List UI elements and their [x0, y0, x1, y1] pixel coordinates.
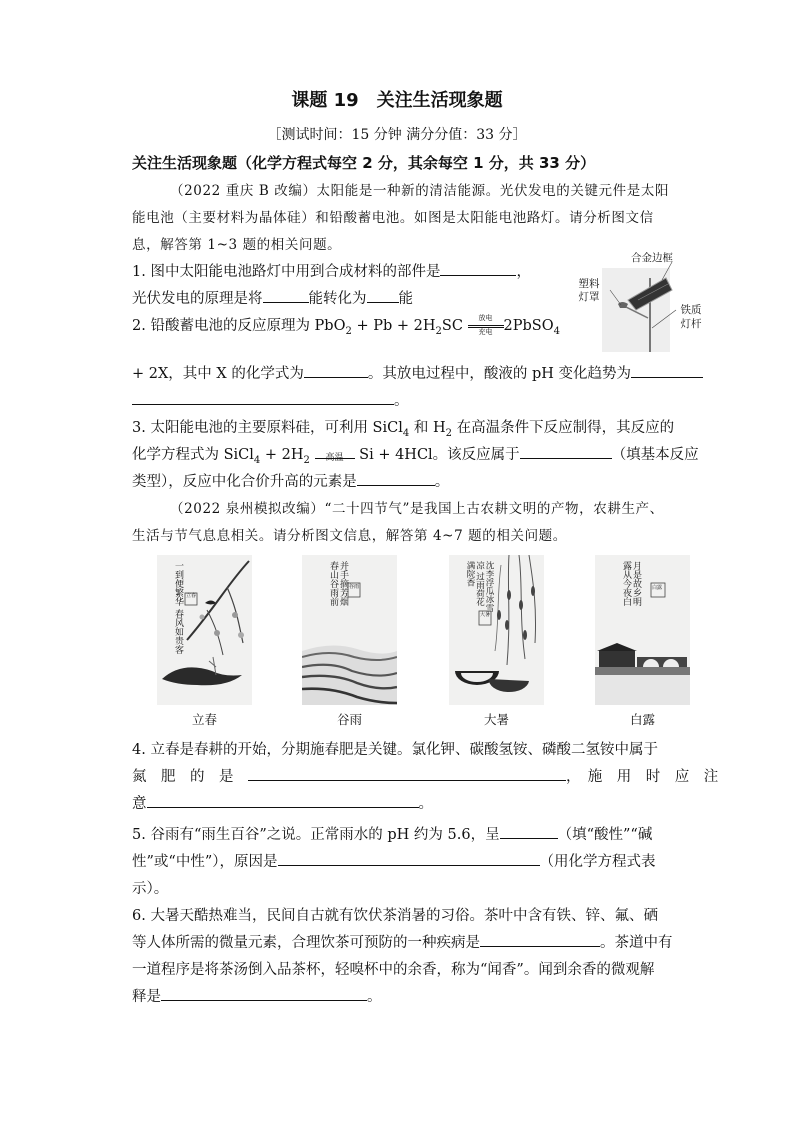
q3-b: 和 H — [409, 420, 446, 436]
question-4-line-3 — [132, 791, 732, 818]
q1-line2-b: 能转化为 — [308, 291, 367, 307]
q5-blank-2[interactable] — [278, 851, 540, 866]
q2-blank-2-cont[interactable] — [132, 390, 394, 405]
q1-blank-3[interactable] — [367, 288, 399, 303]
q6-line4-a: 释是 — [132, 989, 161, 1005]
q5-line2-a: 性”或“中性”），原因是 — [132, 854, 278, 870]
question-2-line-2 — [132, 361, 732, 388]
shade-label-2: 灯罩 — [578, 291, 600, 303]
question-4-line-1: 4. 立春是春耕的开始，分期施春肥是关键。氯化钾、碳酸氢铵、磷酸二氢铵中属于 — [132, 742, 658, 758]
q2-a: 2. 铅酸蓄电池的反应原理为 PbO — [132, 318, 346, 334]
painting-dashu — [449, 555, 544, 705]
question-6-line-2 — [132, 930, 732, 957]
q4-blank-2[interactable] — [147, 793, 419, 808]
intro2-line2: 生活与节气息息相关。请分析图文信息，解答第 4~7 题的相关问题。 — [132, 528, 567, 544]
q3-line2-d: （填基本反应 — [611, 447, 699, 463]
question-4-line-2 — [132, 764, 732, 791]
solar-street-lamp-figure — [578, 248, 712, 352]
lichun-poem: 一到便繁华 春风如贵客 — [173, 561, 183, 654]
question-3-line-3 — [132, 469, 732, 496]
caption-bailu: 白露 — [629, 712, 655, 727]
q3-blank-2[interactable] — [357, 471, 435, 486]
q2-b: + Pb + 2H — [351, 318, 436, 334]
caption-lichun: 立春 — [191, 712, 217, 727]
intro-paragraph-1 — [132, 178, 732, 205]
q3-a-sub: 4 — [402, 427, 410, 439]
arrow-top-label: 放电 — [478, 314, 493, 322]
reversible-arrow — [468, 314, 504, 336]
q3-line2-sub: 4 — [253, 454, 261, 466]
q6-line2-a: 等人体所需的微量元素，合理饮茶可预防的一种疾病是 — [132, 935, 480, 951]
question-6-line-3: 一道程序是将茶汤倒入品茶杯，轻嗅杯中的余香，称为“闻香”。闻到余香的微观解 — [132, 962, 655, 978]
q4-blank-1[interactable] — [248, 766, 566, 781]
shade-label-1: 塑料 — [578, 278, 600, 290]
q2-line2-b: 。其放电过程中，酸液的 pH 变化趋势为 — [367, 366, 632, 382]
q4-line2-a: 氮 肥 的 是 — [132, 769, 234, 785]
intro1-line1: （2022 重庆 B 改编）太阳能是一种新的清洁能源。光伏发电的关键元件是太阳 — [170, 183, 670, 199]
high-temp-condition — [315, 448, 355, 462]
q3-b-sub: 2 — [445, 427, 452, 439]
q5-blank-1[interactable] — [500, 824, 558, 839]
guyu-seal: 谷雨 — [349, 584, 360, 590]
page-title: 课题 19 关注生活现象题 — [291, 90, 503, 111]
q2-b-sub: 2 — [435, 325, 442, 337]
q3-line2-c: Si + 4HCl。该反应属于 — [354, 447, 520, 463]
painting-guyu — [302, 555, 397, 705]
q2-line2-a: + 2X，其中 X 的化学式为 — [132, 366, 304, 382]
question-1-line-2 — [132, 286, 582, 313]
guyu-poem: 并手摘芳烟 春山谷雨前 — [328, 561, 348, 606]
painting-bailu — [595, 555, 690, 705]
q5-line1-a: 5. 谷雨有“雨生百谷”之说。正常雨水的 pH 约为 5.6，呈 — [132, 827, 500, 843]
q4-line3-a: 意 — [132, 796, 147, 812]
intro1-line2: 能电池（主要材料为晶体硅）和铅酸蓄电池。如图是太阳能电池路灯。请分析图文信 — [132, 210, 654, 226]
q3-c: 在高温条件下反应制得，其反应的 — [451, 420, 675, 436]
q5-line1-b: （填“酸性”“碱 — [557, 827, 653, 843]
question-1-line-1 — [132, 259, 582, 286]
intro2-line1: （2022 泉州模拟改编）“二十四节气”是我国上古农耕文明的产物，农耕生产、 — [170, 501, 664, 517]
q6-blank-1[interactable] — [480, 932, 600, 947]
q2-c: SC — [441, 318, 463, 334]
test-info: ［测试时间：15 分钟 满分分值：33 分］ — [267, 127, 527, 143]
question-2-line-3 — [132, 388, 732, 415]
q3-a: 3. 太阳能电池的主要原料硅，可利用 SiCl — [132, 420, 403, 436]
arrow-line-1 — [468, 325, 504, 326]
q3-line3-a: 类型），反应中化合价升高的元素是 — [132, 474, 357, 490]
condition-line — [315, 458, 355, 459]
q1-comma: ， — [516, 264, 531, 280]
q4-line3-b: 。 — [418, 796, 433, 812]
bailu-seal: 白露 — [652, 585, 663, 591]
dashu-seal: 大暑 — [480, 612, 491, 618]
section-heading: 关注生活现象题（化学方程式每空 2 分，其余每空 1 分，共 33 分） — [132, 154, 596, 172]
q3-line2-a: 化学方程式为 SiCl — [132, 447, 254, 463]
question-6-line-4 — [132, 984, 732, 1011]
question-6-line-1: 6. 大暑天酷热难当，民间自古就有饮伏茶消暑的习俗。茶叶中含有铁、锌、氟、硒 — [132, 908, 658, 924]
q2-d-sub: 4 — [553, 325, 560, 337]
q1-blank-1[interactable] — [440, 261, 516, 276]
q2-end: 。 — [394, 393, 409, 409]
q6-line4-b: 。 — [367, 989, 382, 1005]
q1-text: 1. 图中太阳能电池路灯中用到合成材料的部件是 — [132, 264, 441, 280]
q1-line2-a: 光伏发电的原理是将 — [132, 291, 263, 307]
frame-label: 合金边框 — [631, 252, 673, 264]
question-5-line-1 — [132, 822, 732, 849]
condition-label: 高温 — [325, 453, 344, 463]
q2-a-sub: 2 — [345, 325, 352, 337]
caption-guyu: 谷雨 — [336, 712, 362, 727]
q1-blank-2[interactable] — [263, 288, 309, 303]
question-5-line-3: 示）。 — [132, 881, 169, 897]
intro1-line3: 息，解答第 1~3 题的相关问题。 — [132, 237, 342, 253]
q5-line2-b: （用化学方程式表 — [539, 854, 656, 870]
arrow-bottom-label: 充电 — [478, 328, 493, 336]
dashu-poem: 沈李浮瓜冰雪凉 过雨荷花满院香 — [465, 561, 494, 612]
lichun-seal: 立春 — [186, 593, 197, 599]
painting-lichun — [157, 555, 252, 705]
q3-blank-1[interactable] — [520, 444, 612, 459]
q4-line2-b: ， 施 用 时 应 注 — [566, 769, 719, 785]
q2-blank-2[interactable] — [631, 363, 703, 378]
question-2-line-1 — [132, 313, 582, 345]
question-5-line-2 — [132, 849, 732, 876]
q1-line2-c: 能 — [398, 291, 413, 307]
q2-d: 2PbSO — [503, 318, 554, 334]
pole-label-1: 铁质 — [680, 304, 702, 316]
caption-dashu: 大暑 — [483, 712, 509, 727]
q2-blank-1[interactable] — [304, 363, 368, 378]
q3-line2-b: + 2H — [260, 447, 304, 463]
pole-label-2: 灯杆 — [680, 318, 702, 330]
q3-line2-sub2: 2 — [303, 454, 310, 466]
q6-line2-b: 。茶道中有 — [600, 935, 673, 951]
q3-line3-b: 。 — [434, 474, 450, 490]
q6-blank-2[interactable] — [161, 986, 367, 1001]
bailu-poem: 月是故乡明 露从今夜白 — [621, 561, 641, 606]
